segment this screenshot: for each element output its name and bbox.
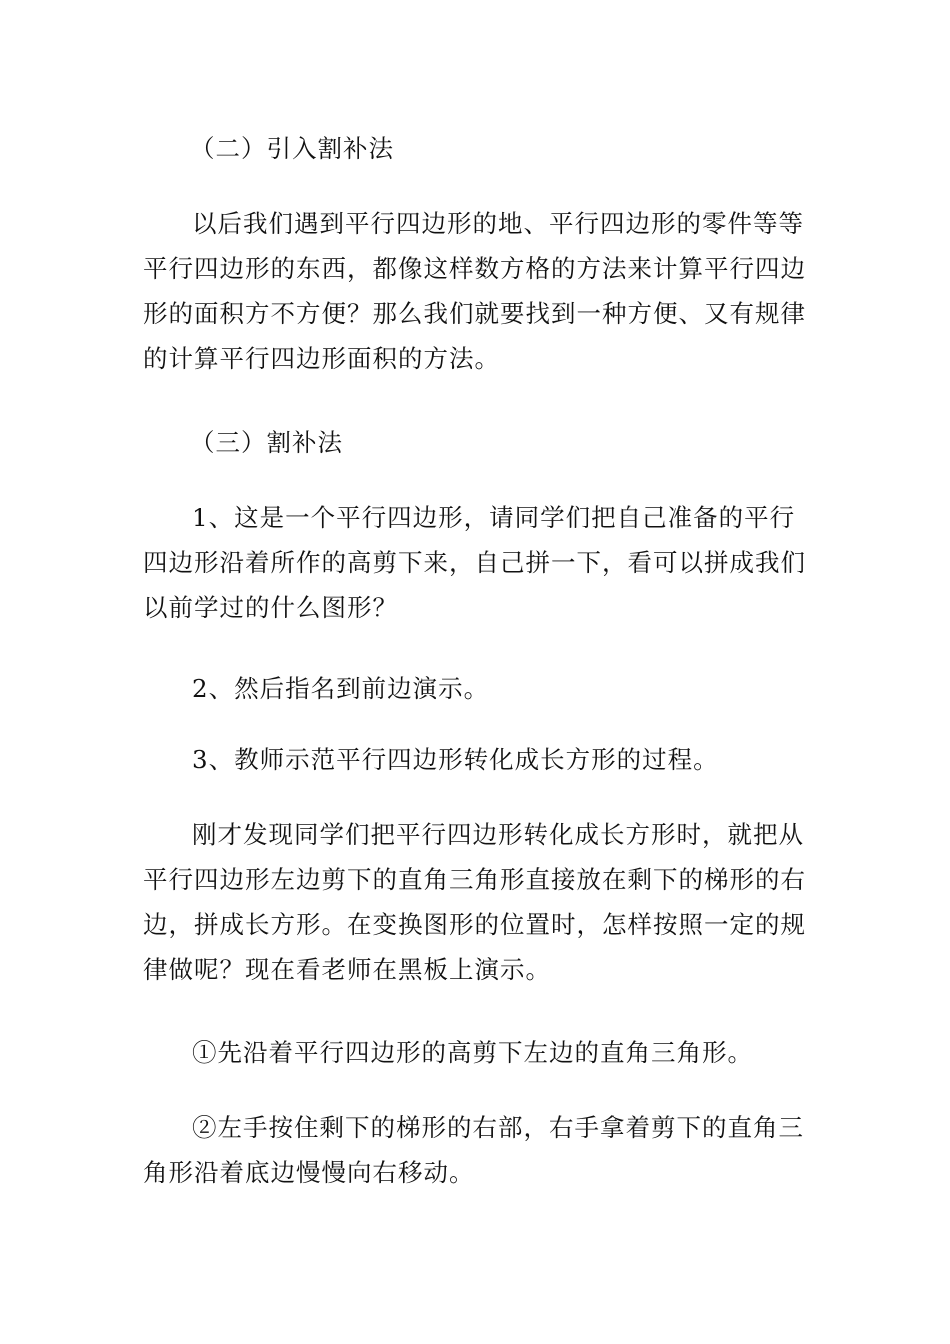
step-1-paragraph: 1、这是一个平行四边形，请同学们把自己准备的平行四边形沿着所作的高剪下来，自己拼一下，看可以拼成我们以前学过的什么图形？	[143, 503, 806, 622]
paragraph-found: 刚才发现同学们把平行四边形转化成长方形时，就把从平行四边形左边剪下的直角三角形直接放在剩下的梯形的右边，拼成长方形。在变换图形的位置时，怎样按照一定的规律做呢？现在看老师在黑板上演示。	[143, 820, 806, 984]
step-3-paragraph: 3、教师示范平行四边形转化成长方形的过程。	[192, 745, 719, 774]
sub-step-2: ②左手按住剩下的梯形的右部，右手拿着剪下的直角三角形沿着底边慢慢向右移动。	[143, 1113, 804, 1187]
sub-step-1: ①先沿着平行四边形的高剪下左边的直角三角形。	[192, 1038, 753, 1067]
section-heading-2: （二）引入割补法	[190, 134, 394, 163]
paragraph-intro: 以后我们遇到平行四边形的地、平行四边形的零件等等平行四边形的东西，都像这样数方格的方法来计算平行四边形的面积方不方便？那么我们就要找到一种方便、又有规律的计算平行四边形面积的方法。	[143, 209, 806, 373]
step-2-paragraph: 2、然后指名到前边演示。	[192, 674, 490, 703]
section-heading-3: （三）割补法	[190, 428, 343, 457]
